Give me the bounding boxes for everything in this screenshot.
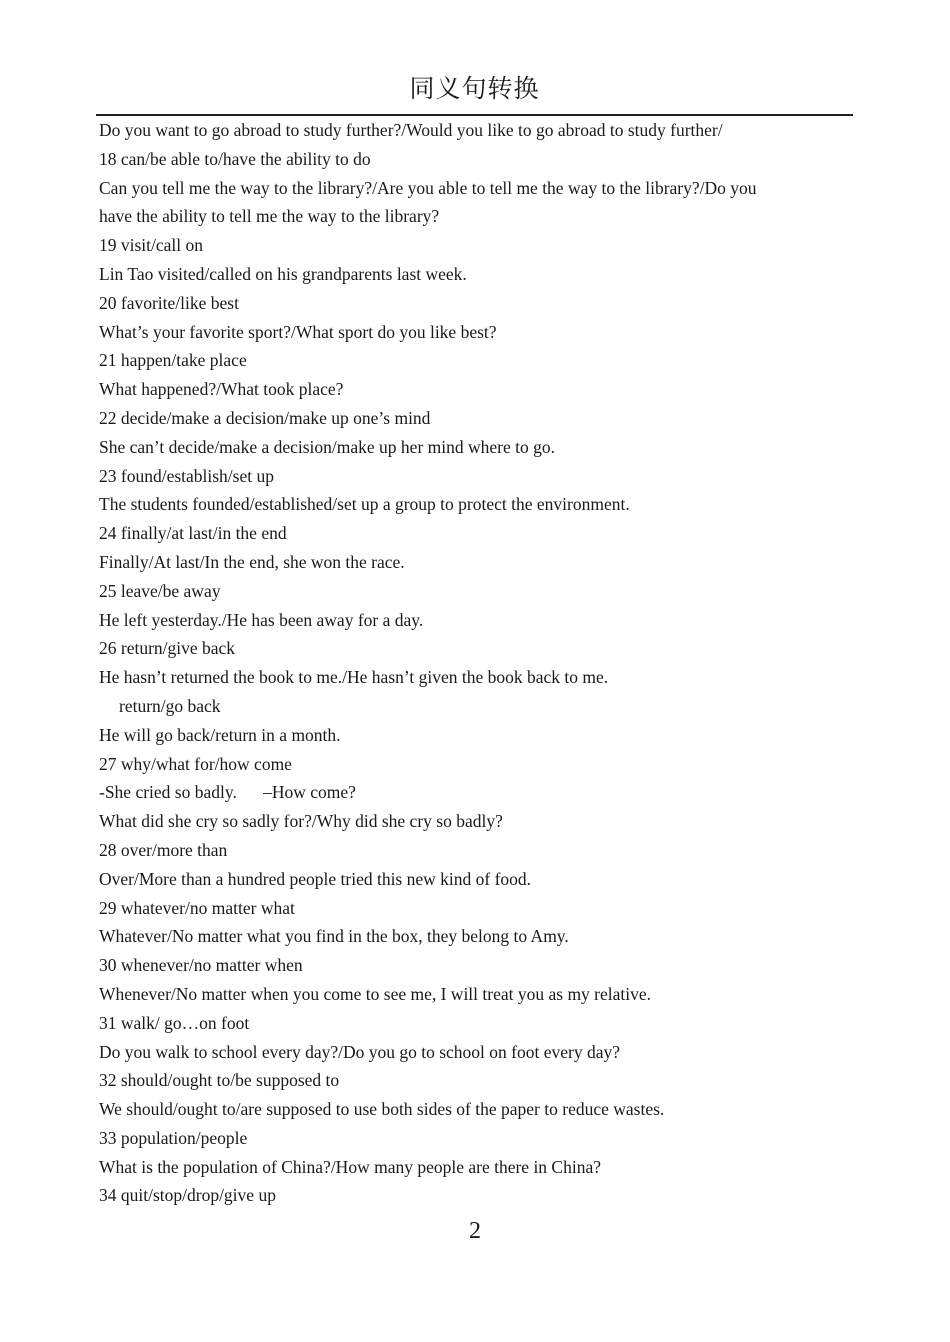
entry-subheading: return/go back xyxy=(119,695,221,716)
text-line: Finally/At last/In the end, she won the race. xyxy=(99,551,405,572)
text-line: Can you tell me the way to the library?/Are you able to tell me the way to the library?/Do you xyxy=(99,177,757,198)
entry-heading: 28 over/more than xyxy=(99,839,228,860)
entry-heading: 25 leave/be away xyxy=(99,580,221,601)
text-line: He left yesterday./He has been away for a day. xyxy=(99,609,424,630)
entry-heading: 34 quit/stop/drop/give up xyxy=(99,1185,276,1206)
entry-heading: 24 finally/at last/in the end xyxy=(99,523,287,544)
entry-heading: 20 favorite/like best xyxy=(99,292,239,313)
entry-heading: 18 can/be able to/have the ability to do xyxy=(99,148,371,169)
text-line: What happened?/What took place? xyxy=(99,379,344,400)
text-line: Whatever/No matter what you find in the box, they belong to Amy. xyxy=(99,926,569,947)
text-line: What is the population of China?/How many people are there in China? xyxy=(99,1156,602,1177)
text-line: He will go back/return in a month. xyxy=(99,724,341,745)
text-line: We should/ought to/are supposed to use both sides of the paper to reduce wastes. xyxy=(99,1099,665,1120)
entry-heading: 21 happen/take place xyxy=(99,350,247,371)
text-line: have the ability to tell me the way to the library? xyxy=(99,206,440,227)
text-line: -She cried so badly. –How come? xyxy=(99,782,356,803)
text-line: Whenever/No matter when you come to see me, I will treat you as my relative. xyxy=(99,983,652,1004)
entry-heading: 22 decide/make a decision/make up one’s mind xyxy=(99,407,431,428)
text-line: The students founded/established/set up a group to protect the environment. xyxy=(99,494,630,515)
entry-heading: 27 why/what for/how come xyxy=(99,753,292,774)
text-line: What’s your favorite sport?/What sport do you like best? xyxy=(99,321,497,342)
page-header xyxy=(96,70,853,116)
entry-heading: 30 whenever/no matter when xyxy=(99,955,303,976)
text-line: Over/More than a hundred people tried this new kind of food. xyxy=(99,868,532,889)
text-line: Do you want to go abroad to study further?/Would you like to go abroad to study further/ xyxy=(99,120,723,140)
document-body xyxy=(99,116,854,1210)
text-line: She can’t decide/make a decision/make up her mind where to go. xyxy=(99,436,555,457)
entry-heading: 33 population/people xyxy=(99,1127,248,1148)
page-number: 2 xyxy=(469,1218,481,1244)
text-line: He hasn’t returned the book to me./He hasn’t given the book back to me. xyxy=(99,667,609,688)
entry-heading: 32 should/ought to/be supposed to xyxy=(99,1070,340,1091)
entry-heading: 31 walk/ go…on foot xyxy=(99,1012,250,1033)
page-title: 同义句转换 xyxy=(409,76,540,103)
text-line: What did she cry so sadly for?/Why did she cry so badly? xyxy=(99,811,503,832)
text-line: Lin Tao visited/called on his grandparents last week. xyxy=(99,263,467,284)
text-line: Do you walk to school every day?/Do you go to school on foot every day? xyxy=(99,1041,620,1062)
entry-heading: 19 visit/call on xyxy=(99,235,204,256)
entry-heading: 29 whatever/no matter what xyxy=(99,897,295,918)
entry-heading: 26 return/give back xyxy=(99,638,236,659)
entry-heading: 23 found/establish/set up xyxy=(99,465,274,486)
